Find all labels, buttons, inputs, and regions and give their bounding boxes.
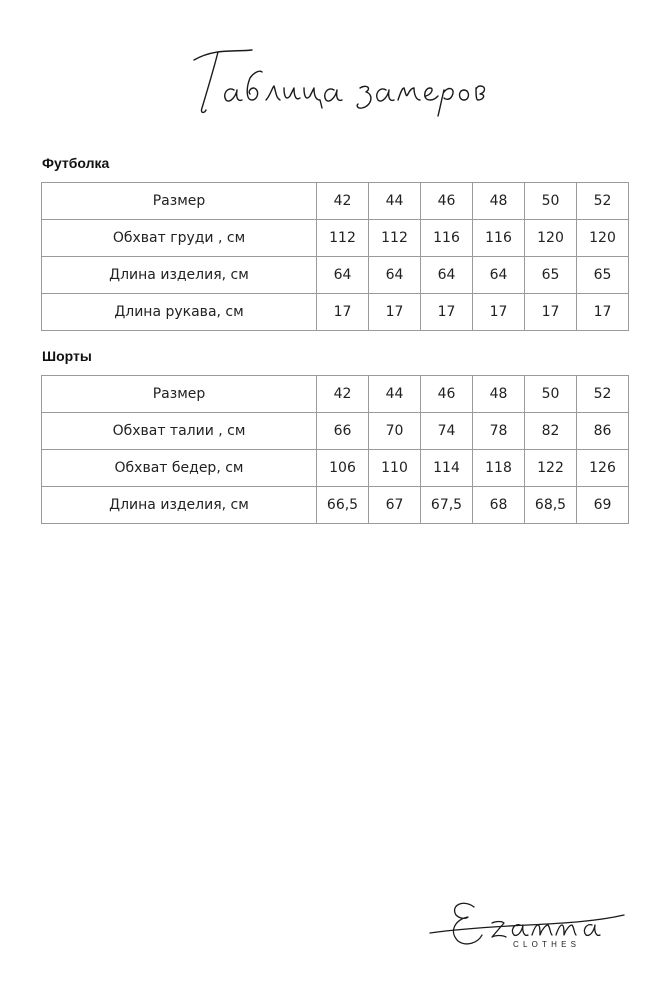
row-param: Длина изделия, см [42, 257, 317, 294]
value-cell: 114 [421, 450, 473, 487]
size-cell: 52 [577, 376, 629, 413]
value-cell: 17 [525, 294, 577, 331]
value-cell: 120 [525, 220, 577, 257]
size-cell: 46 [421, 376, 473, 413]
section-label-tshirt: Футболка [42, 155, 110, 171]
value-cell: 66,5 [317, 487, 369, 524]
row-param: Обхват бедер, см [42, 450, 317, 487]
table-row [42, 257, 629, 294]
value-cell: 106 [317, 450, 369, 487]
row-param: Размер [42, 376, 317, 413]
value-cell: 116 [421, 220, 473, 257]
value-cell: 17 [369, 294, 421, 331]
size-cell: 44 [369, 376, 421, 413]
size-cell: 42 [317, 376, 369, 413]
value-cell: 69 [577, 487, 629, 524]
value-cell: 67 [369, 487, 421, 524]
table-row [42, 450, 629, 487]
table-row [42, 220, 629, 257]
value-cell: 17 [473, 294, 525, 331]
size-cell: 44 [369, 183, 421, 220]
size-cell: 50 [525, 376, 577, 413]
value-cell: 64 [317, 257, 369, 294]
page-title-script [190, 38, 490, 118]
row-param: Длина рукава, см [42, 294, 317, 331]
size-cell: 52 [577, 183, 629, 220]
row-param: Размер [42, 183, 317, 220]
table-row [42, 376, 629, 413]
value-cell: 126 [577, 450, 629, 487]
table-row [42, 294, 629, 331]
value-cell: 112 [317, 220, 369, 257]
value-cell: 64 [421, 257, 473, 294]
value-cell: 67,5 [421, 487, 473, 524]
value-cell: 17 [577, 294, 629, 331]
size-table-shorts [41, 375, 629, 524]
brand-logo [428, 885, 628, 965]
value-cell: 116 [473, 220, 525, 257]
value-cell: 122 [525, 450, 577, 487]
row-param: Длина изделия, см [42, 487, 317, 524]
table-row [42, 183, 629, 220]
value-cell: 64 [369, 257, 421, 294]
value-cell: 68 [473, 487, 525, 524]
table-row [42, 413, 629, 450]
size-table-tshirt [41, 182, 629, 331]
value-cell: 120 [577, 220, 629, 257]
value-cell: 17 [421, 294, 473, 331]
table-row [42, 487, 629, 524]
value-cell: 17 [317, 294, 369, 331]
section-label-shorts: Шорты [42, 348, 92, 364]
size-cell: 48 [473, 376, 525, 413]
value-cell: 70 [369, 413, 421, 450]
size-cell: 50 [525, 183, 577, 220]
brand-subtitle: CLOTHES [513, 940, 581, 949]
value-cell: 64 [473, 257, 525, 294]
value-cell: 86 [577, 413, 629, 450]
value-cell: 66 [317, 413, 369, 450]
size-cell: 46 [421, 183, 473, 220]
value-cell: 110 [369, 450, 421, 487]
value-cell: 74 [421, 413, 473, 450]
row-param: Обхват талии , см [42, 413, 317, 450]
size-cell: 48 [473, 183, 525, 220]
value-cell: 65 [525, 257, 577, 294]
value-cell: 68,5 [525, 487, 577, 524]
value-cell: 82 [525, 413, 577, 450]
size-cell: 42 [317, 183, 369, 220]
value-cell: 65 [577, 257, 629, 294]
value-cell: 118 [473, 450, 525, 487]
value-cell: 112 [369, 220, 421, 257]
value-cell: 78 [473, 413, 525, 450]
row-param: Обхват груди , см [42, 220, 317, 257]
